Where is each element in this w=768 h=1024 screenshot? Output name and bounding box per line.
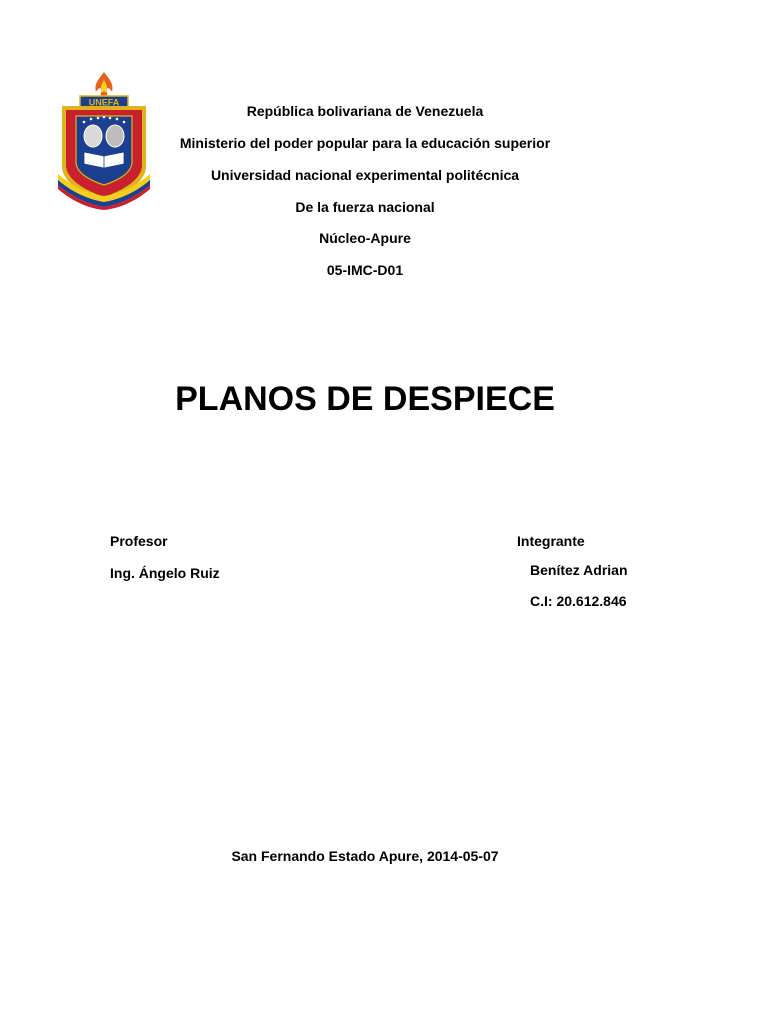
logo-banner-text: UNEFA xyxy=(88,97,120,108)
profesor-name: Ing. Ángelo Ruiz xyxy=(110,565,220,581)
header-ministry: Ministerio del poder popular para la educación superior xyxy=(179,135,551,151)
header-republic: República bolivariana de Venezuela xyxy=(246,103,484,119)
integrante-ci: C.I: 20.612.846 xyxy=(530,593,627,609)
integrante-name: Benítez Adrian xyxy=(530,562,628,578)
integrante-label: Integrante xyxy=(517,533,585,549)
header-nucleus: Núcleo-Apure xyxy=(319,230,411,246)
header-section-code: 05-IMC-D01 xyxy=(326,262,404,278)
profesor-label: Profesor xyxy=(110,533,168,549)
place-and-date: San Fernando Estado Apure, 2014-05-07 xyxy=(231,848,499,864)
header-armed-forces: De la fuerza nacional xyxy=(295,199,435,215)
document-title: PLANOS DE DESPIECE xyxy=(175,380,555,418)
header-university: Universidad nacional experimental politécnica xyxy=(210,167,520,183)
